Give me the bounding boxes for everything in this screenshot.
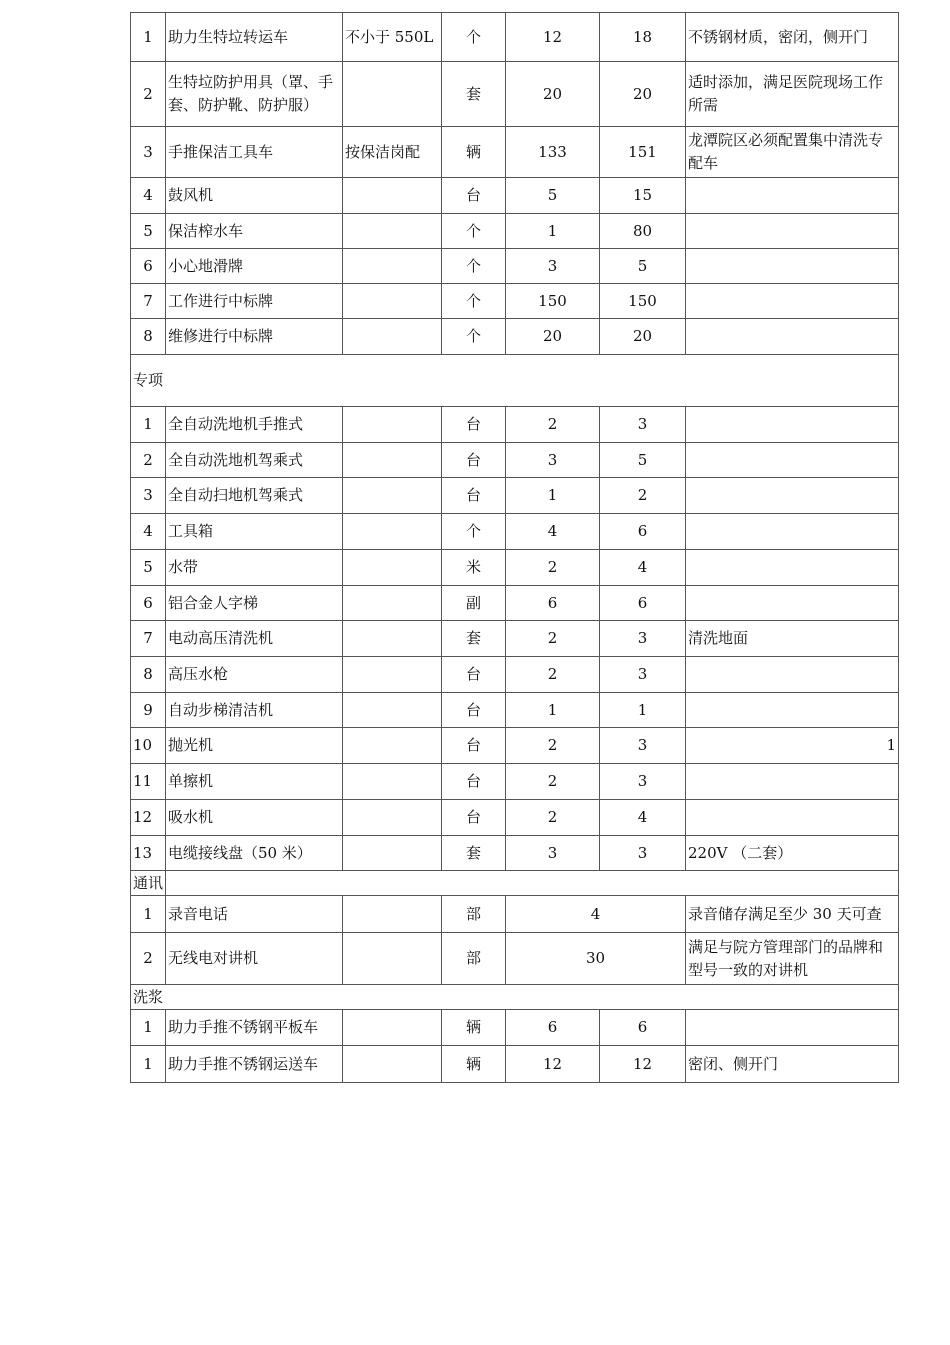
table-row	[131, 933, 899, 985]
item-name: 小心地滑牌	[166, 249, 343, 284]
item-spec: 按保洁岗配	[343, 127, 442, 178]
row-number: 11	[131, 764, 166, 800]
item-spec	[343, 62, 442, 127]
table-row	[131, 478, 899, 514]
item-name: 水带	[166, 550, 343, 586]
item-name: 录音电话	[166, 896, 343, 933]
item-spec	[343, 407, 442, 443]
item-qty-2: 5	[600, 249, 686, 284]
table-row	[131, 514, 899, 550]
item-qty-1: 2	[506, 764, 600, 800]
item-spec	[343, 214, 442, 249]
item-remark	[686, 407, 899, 443]
item-qty-2: 18	[600, 13, 686, 62]
item-remark: 适时添加，满足医院现场工作所需	[686, 62, 899, 127]
item-name: 工作进行中标牌	[166, 284, 343, 319]
section-special-title: 专项	[131, 355, 899, 407]
item-qty-2: 12	[600, 1046, 686, 1083]
table-row	[131, 586, 899, 621]
item-name: 工具箱	[166, 514, 343, 550]
item-spec	[343, 621, 442, 657]
table-row	[131, 621, 899, 657]
item-unit: 台	[442, 657, 506, 693]
item-spec	[343, 550, 442, 586]
item-spec	[343, 728, 442, 764]
item-remark: 录音储存满足至少 30 天可查	[686, 896, 899, 933]
item-unit: 个	[442, 13, 506, 62]
section-comm-filler	[166, 871, 899, 896]
item-unit: 台	[442, 800, 506, 836]
item-name: 电动高压清洗机	[166, 621, 343, 657]
item-remark	[686, 214, 899, 249]
item-qty-2: 3	[600, 764, 686, 800]
item-qty-1: 4	[506, 514, 600, 550]
item-qty-2: 3	[600, 657, 686, 693]
item-qty-2: 1	[600, 693, 686, 728]
item-unit: 套	[442, 621, 506, 657]
table-row	[131, 249, 899, 284]
item-unit: 台	[442, 407, 506, 443]
item-unit: 部	[442, 933, 506, 985]
table-row	[131, 896, 899, 933]
item-spec	[343, 693, 442, 728]
item-remark	[686, 284, 899, 319]
item-name: 抛光机	[166, 728, 343, 764]
item-qty: 30	[506, 933, 686, 985]
item-qty-1: 20	[506, 62, 600, 127]
table-row	[131, 214, 899, 249]
item-spec	[343, 178, 442, 214]
item-remark: 1	[686, 728, 899, 764]
item-remark	[686, 514, 899, 550]
item-qty-1: 12	[506, 1046, 600, 1083]
item-name: 鼓风机	[166, 178, 343, 214]
item-name: 无线电对讲机	[166, 933, 343, 985]
item-qty-2: 4	[600, 800, 686, 836]
item-spec	[343, 1010, 442, 1046]
row-number: 3	[131, 478, 166, 514]
table-row	[131, 657, 899, 693]
table-row	[131, 127, 899, 178]
item-remark	[686, 800, 899, 836]
row-number: 1	[131, 13, 166, 62]
item-qty-1: 3	[506, 443, 600, 478]
item-qty-2: 20	[600, 319, 686, 355]
item-name: 吸水机	[166, 800, 343, 836]
row-number: 2	[131, 933, 166, 985]
item-spec	[343, 284, 442, 319]
item-qty-2: 3	[600, 407, 686, 443]
item-spec	[343, 478, 442, 514]
item-name: 助力手推不锈钢运送车	[166, 1046, 343, 1083]
item-unit: 台	[442, 478, 506, 514]
item-unit: 个	[442, 249, 506, 284]
row-number: 2	[131, 443, 166, 478]
item-spec: 不小于 550L	[343, 13, 442, 62]
item-name: 维修进行中标牌	[166, 319, 343, 355]
item-qty-1: 2	[506, 550, 600, 586]
row-number: 8	[131, 319, 166, 355]
row-number: 1	[131, 407, 166, 443]
item-unit: 台	[442, 178, 506, 214]
item-unit: 台	[442, 764, 506, 800]
item-qty-1: 6	[506, 586, 600, 621]
table-row	[131, 62, 899, 127]
item-remark	[686, 693, 899, 728]
section-comm-title: 通讯	[131, 871, 166, 896]
row-number: 9	[131, 693, 166, 728]
item-unit: 台	[442, 728, 506, 764]
section-row	[131, 871, 899, 896]
item-name: 电缆接线盘（50 米）	[166, 836, 343, 871]
item-remark	[686, 319, 899, 355]
item-qty-1: 2	[506, 800, 600, 836]
item-unit: 辆	[442, 1046, 506, 1083]
item-qty-2: 20	[600, 62, 686, 127]
item-qty-1: 5	[506, 178, 600, 214]
table-row	[131, 728, 899, 764]
row-number: 7	[131, 284, 166, 319]
item-qty-1: 3	[506, 836, 600, 871]
item-qty-2: 150	[600, 284, 686, 319]
item-spec	[343, 836, 442, 871]
row-number: 5	[131, 550, 166, 586]
item-unit: 个	[442, 284, 506, 319]
item-name: 保洁榨水车	[166, 214, 343, 249]
row-number: 8	[131, 657, 166, 693]
item-qty-1: 1	[506, 693, 600, 728]
table-row	[131, 178, 899, 214]
item-name: 全自动扫地机驾乘式	[166, 478, 343, 514]
item-remark	[686, 178, 899, 214]
item-remark	[686, 764, 899, 800]
item-remark	[686, 657, 899, 693]
item-remark: 龙潭院区必须配置集中清洗专配车	[686, 127, 899, 178]
item-spec	[343, 800, 442, 836]
table-row	[131, 764, 899, 800]
item-qty-1: 6	[506, 1010, 600, 1046]
item-name: 高压水枪	[166, 657, 343, 693]
item-spec	[343, 1046, 442, 1083]
row-number: 1	[131, 896, 166, 933]
item-unit: 副	[442, 586, 506, 621]
item-name: 全自动洗地机手推式	[166, 407, 343, 443]
section-row	[131, 355, 899, 407]
item-qty-1: 1	[506, 478, 600, 514]
item-unit: 台	[442, 693, 506, 728]
item-spec	[343, 657, 442, 693]
item-unit: 套	[442, 62, 506, 127]
item-remark	[686, 586, 899, 621]
item-unit: 个	[442, 214, 506, 249]
row-number: 4	[131, 514, 166, 550]
table-row	[131, 1046, 899, 1083]
item-qty-2: 15	[600, 178, 686, 214]
row-number: 13	[131, 836, 166, 871]
item-qty-1: 2	[506, 407, 600, 443]
item-qty-2: 6	[600, 514, 686, 550]
table-row	[131, 319, 899, 355]
item-name: 助力手推不锈钢平板车	[166, 1010, 343, 1046]
item-spec	[343, 933, 442, 985]
table-row	[131, 443, 899, 478]
item-spec	[343, 249, 442, 284]
item-qty-2: 2	[600, 478, 686, 514]
table-row	[131, 836, 899, 871]
item-name: 助力生特垃转运车	[166, 13, 343, 62]
item-remark	[686, 443, 899, 478]
item-remark	[686, 478, 899, 514]
table-row	[131, 1010, 899, 1046]
row-number: 3	[131, 127, 166, 178]
item-qty-2: 6	[600, 586, 686, 621]
row-number: 1	[131, 1046, 166, 1083]
item-name: 生特垃防护用具（罩、手套、防护靴、防护服）	[166, 62, 343, 127]
item-qty-2: 80	[600, 214, 686, 249]
item-remark	[686, 550, 899, 586]
item-qty-1: 2	[506, 657, 600, 693]
item-remark: 满足与院方管理部门的品牌和型号一致的对讲机	[686, 933, 899, 985]
item-spec	[343, 443, 442, 478]
item-remark: 220V （二套）	[686, 836, 899, 871]
section-laundry-title: 洗浆	[131, 985, 899, 1010]
item-qty-2: 4	[600, 550, 686, 586]
row-number: 1	[131, 1010, 166, 1046]
item-name: 全自动洗地机驾乘式	[166, 443, 343, 478]
item-qty-2: 3	[600, 621, 686, 657]
table-row	[131, 800, 899, 836]
item-remark: 清洗地面	[686, 621, 899, 657]
table-row	[131, 550, 899, 586]
item-qty-1: 3	[506, 249, 600, 284]
table-row	[131, 13, 899, 62]
table-row	[131, 693, 899, 728]
table-row	[131, 284, 899, 319]
item-name: 手推保洁工具车	[166, 127, 343, 178]
item-qty-1: 2	[506, 621, 600, 657]
item-remark	[686, 1010, 899, 1046]
item-qty-1: 1	[506, 214, 600, 249]
row-number: 12	[131, 800, 166, 836]
item-spec	[343, 764, 442, 800]
item-qty: 4	[506, 896, 686, 933]
item-qty-2: 3	[600, 728, 686, 764]
item-remark: 密闭、侧开门	[686, 1046, 899, 1083]
item-spec	[343, 896, 442, 933]
item-unit: 个	[442, 319, 506, 355]
row-number: 6	[131, 586, 166, 621]
item-qty-2: 3	[600, 836, 686, 871]
item-qty-1: 2	[506, 728, 600, 764]
row-number: 10	[131, 728, 166, 764]
row-number: 7	[131, 621, 166, 657]
item-unit: 台	[442, 443, 506, 478]
item-qty-1: 20	[506, 319, 600, 355]
item-qty-2: 6	[600, 1010, 686, 1046]
item-remark: 不锈钢材质，密闭，侧开门	[686, 13, 899, 62]
item-unit: 套	[442, 836, 506, 871]
row-number: 6	[131, 249, 166, 284]
item-qty-2: 5	[600, 443, 686, 478]
table-row	[131, 407, 899, 443]
item-spec	[343, 319, 442, 355]
row-number: 5	[131, 214, 166, 249]
item-name: 铝合金人字梯	[166, 586, 343, 621]
item-remark	[686, 249, 899, 284]
item-unit: 米	[442, 550, 506, 586]
row-number: 2	[131, 62, 166, 127]
item-qty-2: 151	[600, 127, 686, 178]
item-unit: 辆	[442, 1010, 506, 1046]
item-name: 单擦机	[166, 764, 343, 800]
item-qty-1: 150	[506, 284, 600, 319]
item-spec	[343, 586, 442, 621]
item-unit: 部	[442, 896, 506, 933]
item-qty-1: 133	[506, 127, 600, 178]
item-spec	[343, 514, 442, 550]
item-qty-1: 12	[506, 13, 600, 62]
item-unit: 辆	[442, 127, 506, 178]
equipment-table	[130, 12, 899, 1083]
item-name: 自动步梯清洁机	[166, 693, 343, 728]
item-unit: 个	[442, 514, 506, 550]
section-row	[131, 985, 899, 1010]
row-number: 4	[131, 178, 166, 214]
